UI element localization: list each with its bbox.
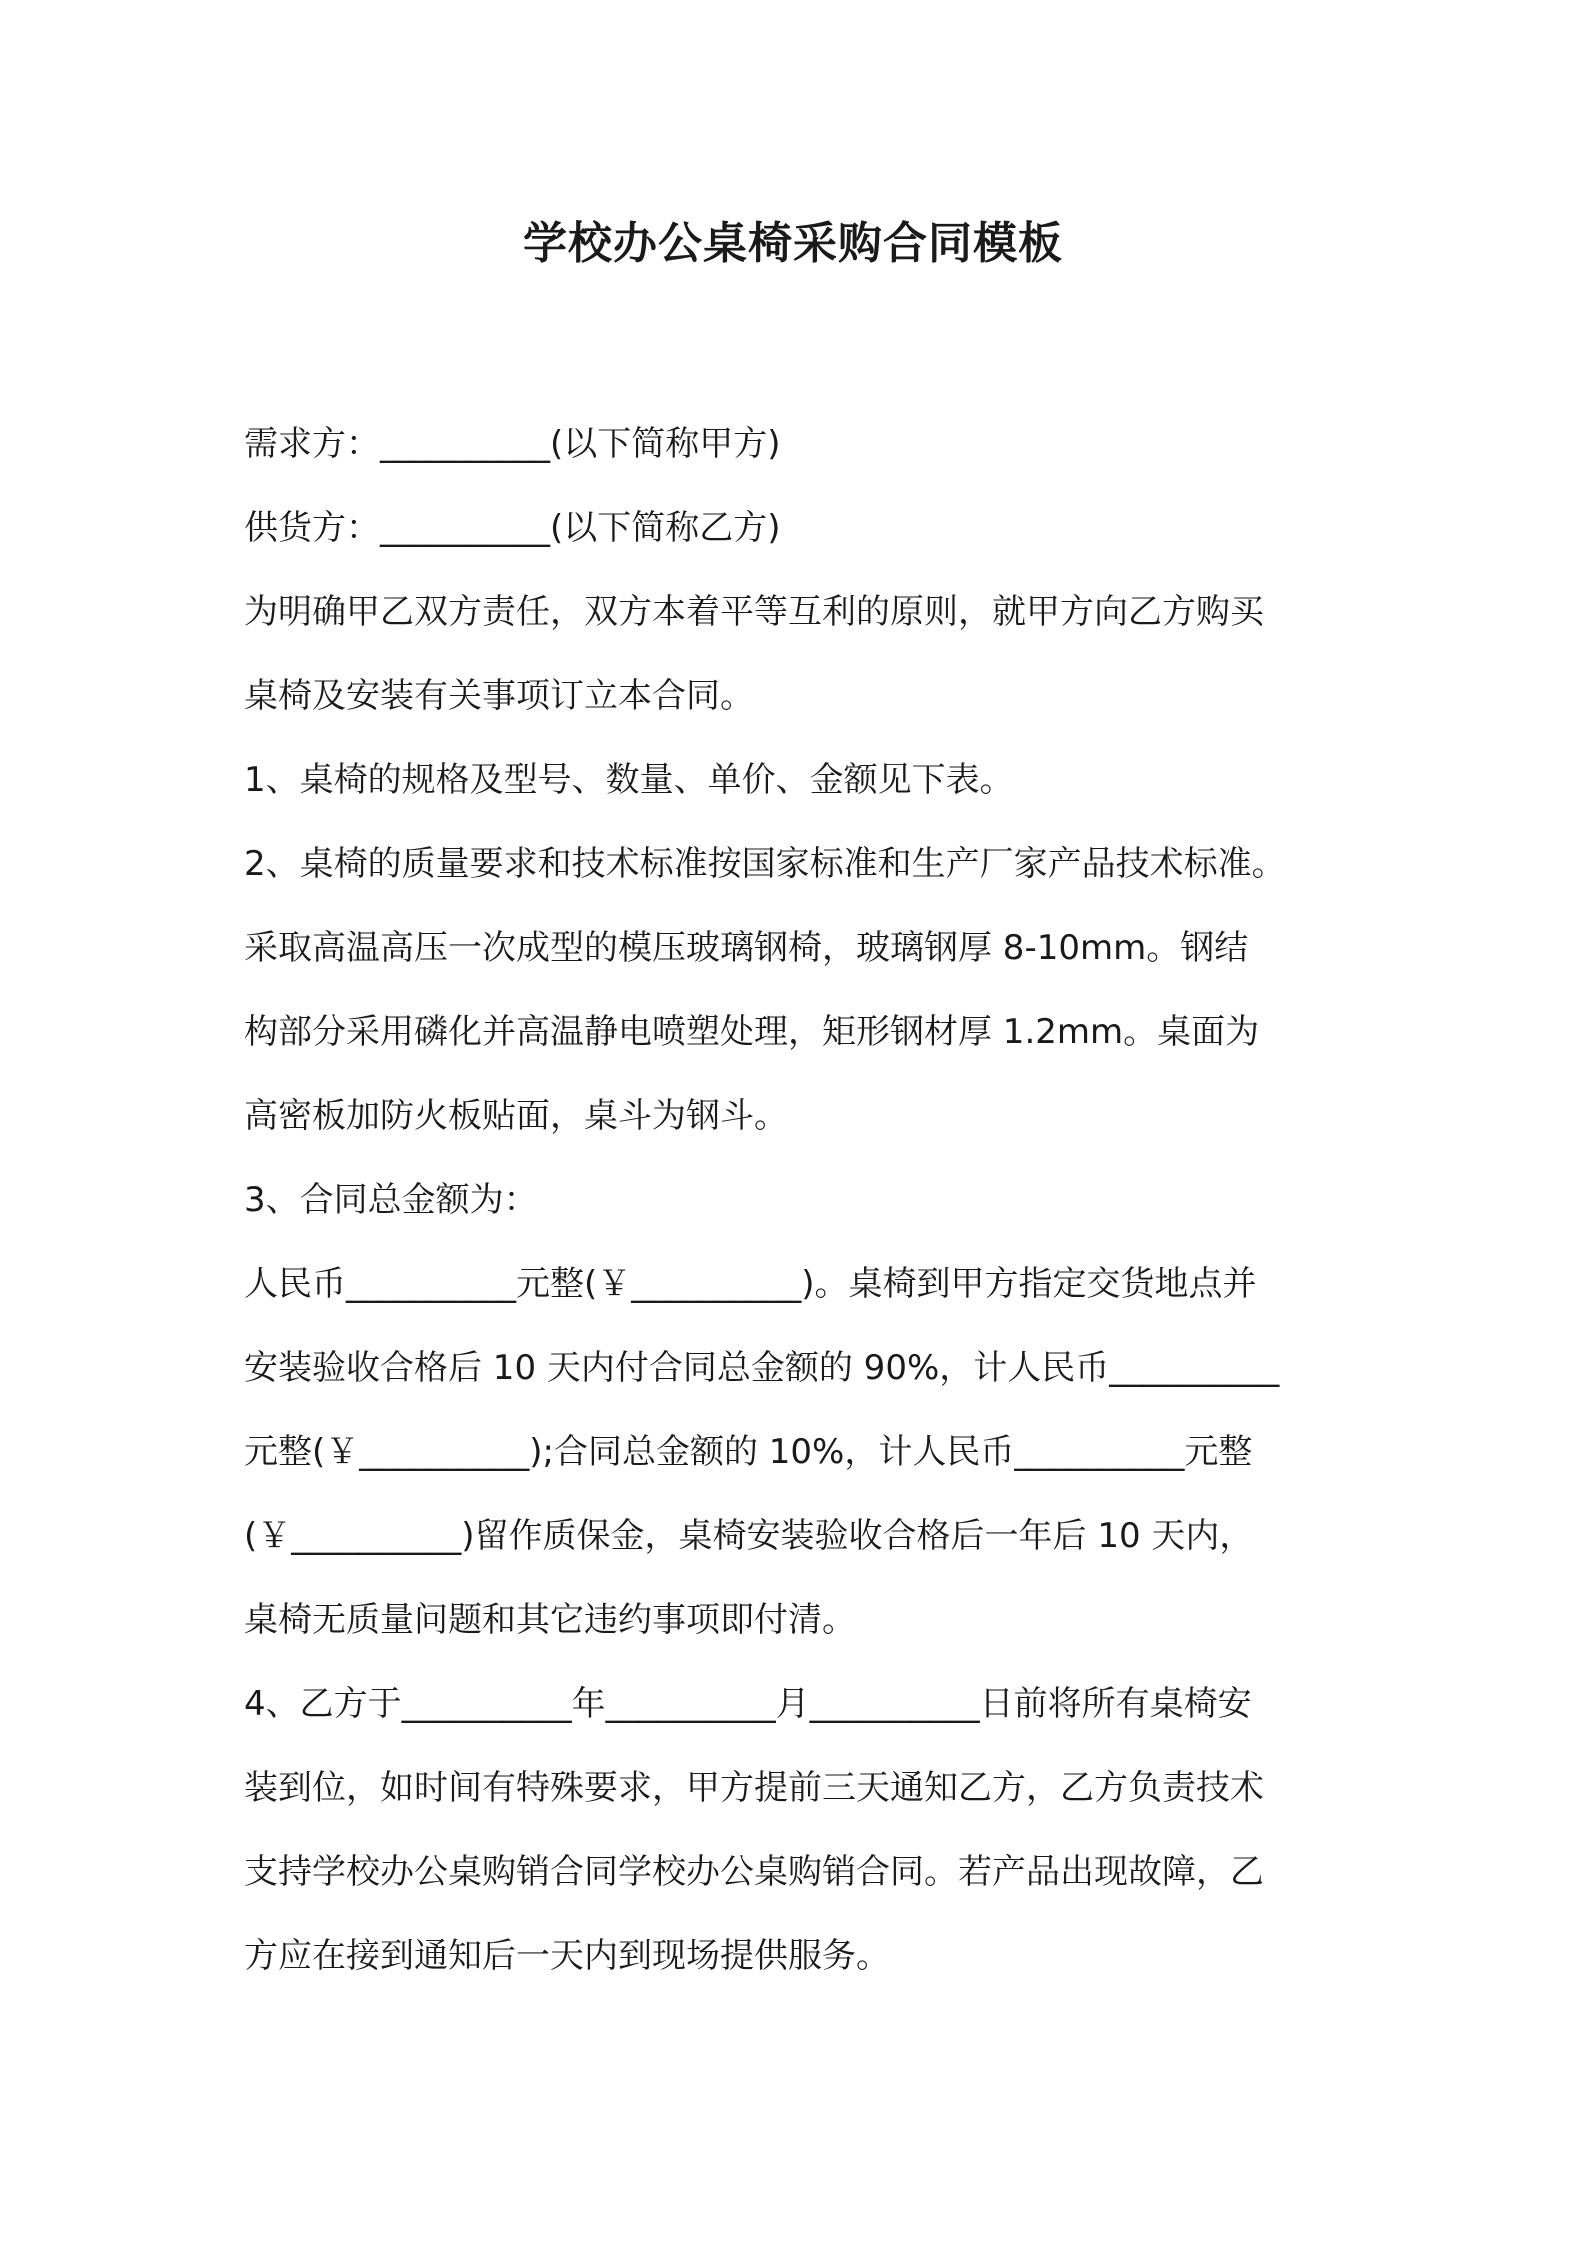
clause-1-line: 1、桌椅的规格及型号、数量、单价、金额见下表。 [244,760,1014,800]
clause-4-line-2: 装到位，如时间有特殊要求，甲方提前三天通知乙方，乙方负责技术 [244,1768,1264,1808]
clause-3-line-4: (￥__________)留作质保金，桌椅安装验收合格后一年后 10 天内， [244,1516,1254,1556]
clause-2-line-2: 采取高温高压一次成型的模压玻璃钢椅，玻璃钢厚 8-10mm。钢结 [244,928,1249,968]
clause-2-line-3: 构部分采用磷化并高温静电喷塑处理，矩形钢材厚 1.2mm。桌面为 [244,1012,1260,1052]
clause-4-line-1: 4、乙方于__________年__________月__________日前将所有桌椅安 [244,1684,1252,1724]
clause-3-line-1: 人民币__________元整(￥__________)。桌椅到甲方指定交货地点并 [244,1264,1257,1304]
clause-4-line-4: 方应在接到通知后一天内到现场提供服务。 [244,1936,890,1976]
preamble-line-1: 为明确甲乙双方责任，双方本着平等互利的原则，就甲方向乙方购买 [244,592,1264,632]
party-b-line: 供货方：__________(以下简称乙方) [244,508,781,548]
party-a-line: 需求方：__________(以下简称甲方) [244,424,781,464]
clause-2-line-1: 2、桌椅的质量要求和技术标准按国家标准和生产厂家产品技术标准。 [244,844,1286,884]
clause-3-heading: 3、合同总金额为： [244,1180,538,1220]
clause-3-line-3: 元整(￥__________);合同总金额的 10%，计人民币__________元整 [244,1432,1253,1472]
clause-4-line-3: 支持学校办公桌购销合同学校办公桌购销合同。若产品出现故障，乙 [244,1852,1264,1892]
preamble-line-2: 桌椅及安装有关事项订立本合同。 [244,676,754,716]
clause-3-line-5: 桌椅无质量问题和其它违约事项即付清。 [244,1600,856,1640]
document-title: 学校办公桌椅采购合同模板 [523,218,1063,269]
clause-3-line-2: 安装验收合格后 10 天内付合同总金额的 90%，计人民币__________ [244,1348,1280,1388]
clause-2-line-4: 高密板加防火板贴面，桌斗为钢斗。 [244,1096,788,1136]
document-body [244,402,1384,1998]
